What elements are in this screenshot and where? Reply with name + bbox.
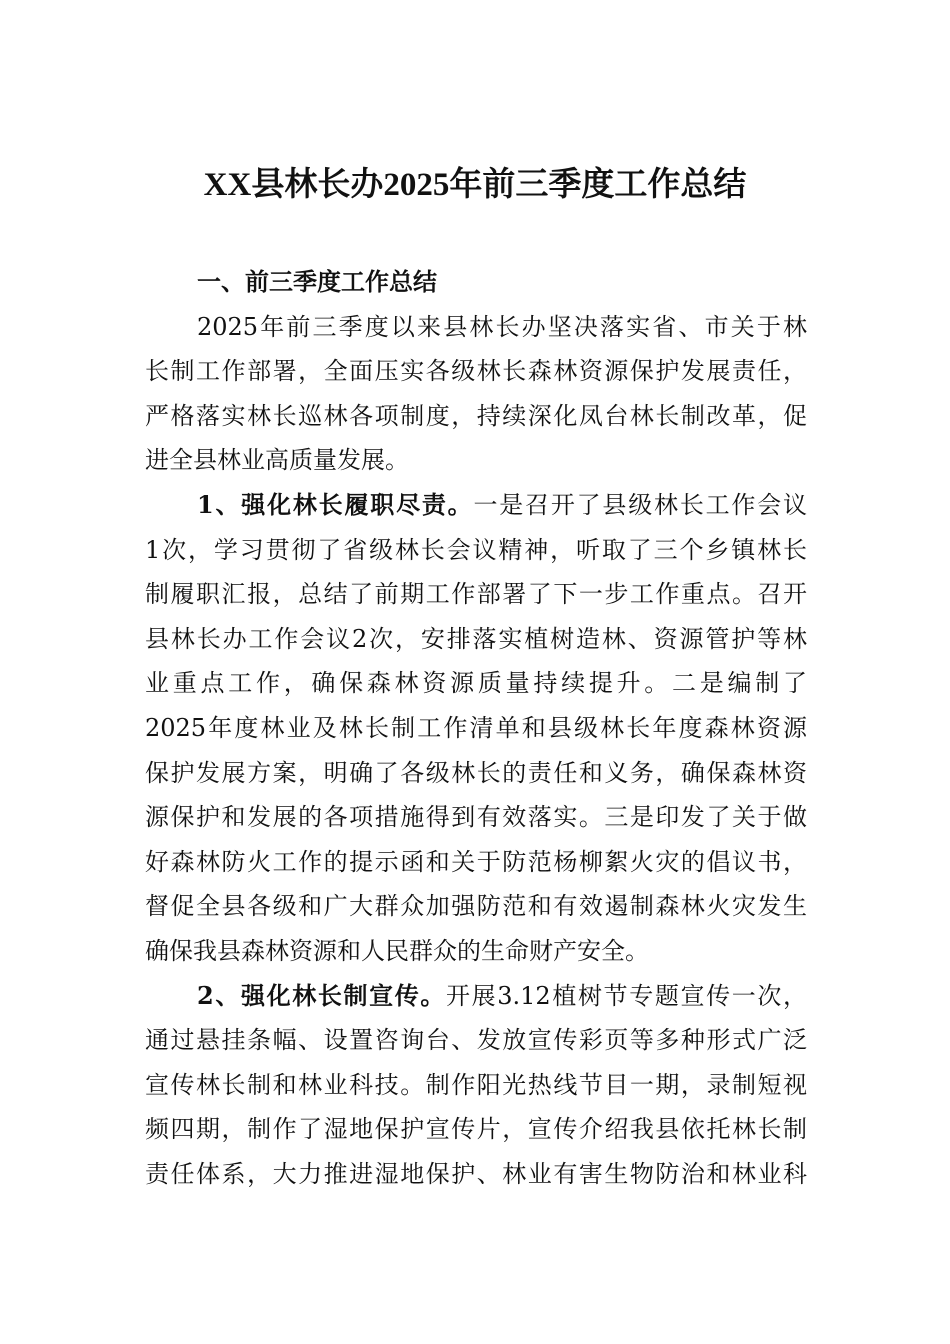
paragraph-line: 源保护和发展的各项措施得到有效落实。三是印发了关于做 — [145, 803, 807, 832]
paragraph-line: 县林长办工作会议2次，安排落实植树造林、资源管护等林 — [145, 624, 807, 653]
document-title: XX县林长办2025年前三季度工作总结 — [203, 167, 747, 203]
section-2-lead: 2、强化林长制宣传。 — [197, 980, 446, 1010]
paragraph-line: 进全县林业高质量发展。 — [145, 446, 409, 475]
paragraph-line: 2025年度林业及林长制工作清单和县级林长年度森林资源 — [145, 713, 807, 742]
paragraph-line — [145, 974, 807, 1019]
paragraph-line: 好森林防火工作的提示函和关于防范杨柳絮火灾的倡议书， — [145, 847, 807, 876]
paragraph-line: 保护发展方案，明确了各级林长的责任和义务，确保森林资 — [145, 758, 807, 787]
paragraph-line: 宣传林长制和林业科技。制作阳光热线节目一期，录制短视 — [145, 1070, 807, 1099]
paragraph-line: 频四期，制作了湿地保护宣传片，宣传介绍我县依托林长制 — [145, 1115, 807, 1144]
paragraph-line: 责任体系，大力推进湿地保护、林业有害生物防治和林业科 — [145, 1159, 807, 1188]
paragraph-line: 2025年前三季度以来县林长办坚决落实省、市关于林 — [197, 312, 807, 341]
paragraph-text: 开展3.12植树节专题宣传一次， — [446, 981, 807, 1010]
paragraph-line: 严格落实林长巡林各项制度，持续深化凤台林长制改革，促 — [145, 401, 807, 430]
paragraph-line: 长制工作部署，全面压实各级林长森林资源保护发展责任， — [145, 357, 807, 386]
section-2-paragraph — [145, 974, 807, 1197]
paragraph-line: 通过悬挂条幅、设置咨询台、发放宣传彩页等多种形式广泛 — [145, 1026, 807, 1055]
section-1-lead: 1、强化林长履职尽责。 — [197, 489, 474, 519]
section-heading: 一、前三季度工作总结 — [197, 267, 437, 296]
paragraph-line: 制履职汇报，总结了前期工作部署了下一步工作重点。召开 — [145, 580, 807, 609]
paragraph-line: 督促全县各级和广大群众加强防范和有效遏制森林火灾发生 — [145, 892, 807, 921]
intro-paragraph — [145, 305, 807, 483]
document-body — [145, 260, 807, 1196]
section-1-paragraph — [145, 483, 807, 974]
paragraph-line: 1次，学习贯彻了省级林长会议精神，听取了三个乡镇林长 — [145, 535, 807, 564]
paragraph-line — [145, 483, 807, 528]
paragraph-line: 确保我县森林资源和人民群众的生命财产安全。 — [145, 936, 649, 965]
paragraph-line: 业重点工作，确保森林资源质量持续提升。二是编制了 — [145, 669, 807, 698]
paragraph-text: 一是召开了县级林长工作会议 — [473, 490, 807, 519]
